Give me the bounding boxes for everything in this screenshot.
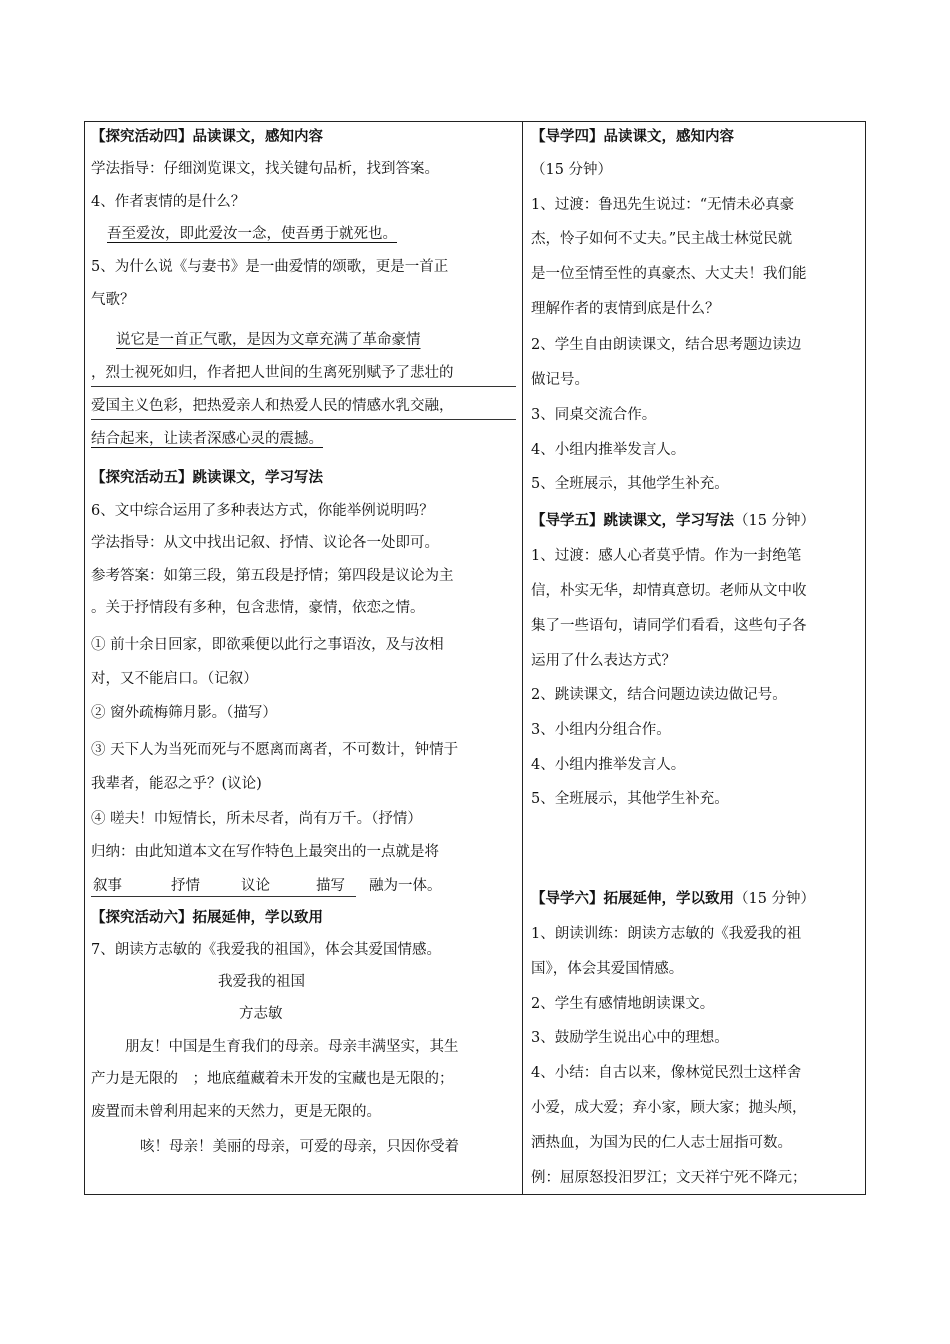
guide-5-item-5: 5、全班展示，其他学生补充。 — [531, 791, 729, 807]
poem-title: 我爱我的祖国 — [218, 974, 305, 990]
activity-6-heading: 【探究活动六】拓展延伸，学以致用 — [91, 909, 323, 926]
guide-6-item-4-line-3: 洒热血，为国为民的仁人志士屈指可数。 — [531, 1135, 792, 1151]
activity-4-heading: 【探究活动四】品读课文，感知内容 — [91, 128, 323, 145]
guide-4-time: （15 分钟） — [531, 162, 613, 178]
guide-5-item-1-line-2: 信，朴实无华，却情真意切。老师从文中收 — [531, 583, 807, 599]
guide-5-item-4: 4、小组内推举发言人。 — [531, 757, 686, 773]
guide-5-time: （15 分钟） — [734, 513, 816, 529]
activity-5-heading: 【探究活动五】跳读课文，学习写法 — [91, 469, 323, 486]
poem-line-4: 咳！母亲！美丽的母亲，可爱的母亲，只因你受着 — [140, 1139, 459, 1155]
guide-6-item-4-line-2: 小爱，成大爱；弃小家，顾大家；抛头颅， — [531, 1100, 807, 1116]
answer-5-line-1: 说它是一首正气歌，是因为文章充满了革命豪情 — [116, 332, 421, 348]
guide-4-item-1-line-2: 杰，怜子如何不丈夫。”民主战士林觉民就 — [531, 231, 793, 247]
guide-5-item-1-line-3: 集了一些语句，请同学们看看，这些句子各 — [531, 618, 807, 634]
guide-6-heading: 【导学六】拓展延伸，学以致用 — [531, 890, 734, 907]
guide-4-item-2-line-1: 2、学生自由朗读课文，结合思考题边读边 — [531, 337, 802, 353]
poem-line-1: 朋友！中国是生育我们的母亲。母亲丰满坚实，其生 — [125, 1039, 459, 1055]
guide-5-heading-row — [531, 511, 815, 531]
blank-narration: 叙事 — [93, 878, 122, 894]
guide-6-item-1-line-2: 国》，体会其爱国情感。 — [531, 961, 684, 977]
activity-4-guide: 学法指导：仔细浏览课文，找关键句品析，找到答案。 — [91, 161, 439, 177]
guide-6-time: （15 分钟） — [734, 891, 816, 907]
example-3-line-1: ③ 天下人为当死而死与不愿离而离者，不可数计，钟情于 — [91, 742, 459, 758]
guide-5-item-1-line-1: 1、过渡：感人心者莫乎情。作为一封绝笔 — [531, 548, 802, 564]
question-4: 4、作者衷情的是什么？ — [91, 194, 246, 210]
column-divider — [522, 122, 523, 1194]
guide-5-item-3: 3、小组内分组合作。 — [531, 722, 671, 738]
guide-4-item-5: 5、全班展示，其他学生补充。 — [531, 476, 729, 492]
summary-line-1: 归纳：由此知道本文在写作特色上最突出的一点就是将 — [91, 844, 439, 860]
guide-4-item-4: 4、小组内推举发言人。 — [531, 442, 686, 458]
guide-6-heading-row — [531, 889, 815, 909]
answer-5-line-3: 爱国主义色彩，把热爱亲人和热爱人民的情感水乳交融， — [91, 398, 454, 414]
answer-5-line-2: ，烈士视死如归，作者把人世间的生离死别赋予了悲壮的 — [91, 365, 454, 381]
poem-line-2: 产力是无限的 ；地底蕴藏着未开发的宝藏也是无限的； — [91, 1071, 454, 1087]
blank-description: 描写 — [316, 878, 345, 894]
example-1-line-1: ① 前十余日回家，即欲乘便以此行之事语汝，及与汝相 — [91, 637, 444, 653]
guide-6-item-2: 2、学生有感情地朗读课文。 — [531, 996, 715, 1012]
guide-4-item-2-line-2: 做记号。 — [531, 372, 589, 388]
guide-6-item-4-line-1: 4、小结：自古以来，像林觉民烈士这样舍 — [531, 1065, 802, 1081]
example-3-line-2: 我辈者，能忍之乎？(议论) — [91, 776, 262, 792]
answer-4: 吾至爱汝，即此爱汝一念，使吾勇于就死也。 — [107, 226, 397, 242]
blanks-underline — [91, 896, 356, 897]
guide-6-item-4-line-4: 例：屈原怒投汨罗江；文天祥宁死不降元； — [531, 1170, 807, 1186]
example-1-line-2: 对，又不能启口。（记叙） — [91, 671, 258, 687]
answer-5-underline-3 — [91, 419, 516, 420]
guide-4-item-1-line-3: 是一位至情至性的真豪杰、大丈夫！我们能 — [531, 266, 807, 282]
reference-answer-line-1: 参考答案：如第三段，第五段是抒情；第四段是议论为主 — [91, 568, 454, 584]
question-5-line-2: 气歌？ — [91, 292, 135, 308]
guide-4-item-3: 3、同桌交流合作。 — [531, 407, 657, 423]
guide-4-heading: 【导学四】品读课文，感知内容 — [531, 128, 734, 145]
guide-5-heading: 【导学五】跳读课文，学习写法 — [531, 512, 734, 529]
example-4: ④ 嗟夫！巾短情长，所未尽者，尚有万千。（抒情） — [91, 811, 422, 827]
guide-4-item-1-line-1: 1、过渡：鲁迅先生说过：“无情未必真豪 — [531, 197, 795, 213]
guide-6-item-3: 3、鼓励学生说出心中的理想。 — [531, 1030, 729, 1046]
answer-5-underline-2 — [91, 386, 516, 387]
reference-answer-line-2: 。关于抒情段有多种，包含悲情，豪情，依恋之情。 — [91, 600, 425, 616]
guide-6-item-1-line-1: 1、朗读训练：朗读方志敏的《我爱我的祖 — [531, 926, 802, 942]
activity-5-guide: 学法指导：从文中找出记叙、抒情、议论各一处即可。 — [91, 535, 439, 551]
example-2: ② 窗外疏梅筛月影。（描写） — [91, 705, 277, 721]
guide-5-item-1-line-4: 运用了什么表达方式？ — [531, 653, 676, 669]
lesson-plan-table — [84, 121, 866, 1195]
guide-4-item-1-line-4: 理解作者的衷情到底是什么？ — [531, 301, 720, 317]
poem-author: 方志敏 — [239, 1006, 283, 1022]
blank-lyricism: 抒情 — [171, 878, 200, 894]
question-5-line-1: 5、为什么说《与妻书》是一曲爱情的颂歌，更是一首正 — [91, 259, 449, 275]
blank-argument: 议论 — [241, 878, 270, 894]
question-6: 6、文中综合运用了多种表达方式，你能举例说明吗？ — [91, 503, 434, 519]
poem-line-3: 废置而未曾利用起来的天然力，更是无限的。 — [91, 1104, 381, 1120]
answer-5-line-4: 结合起来，让读者深感心灵的震撼。 — [91, 431, 323, 447]
guide-5-item-2: 2、跳读课文，结合问题边读边做记号。 — [531, 687, 787, 703]
question-7: 7、朗读方志敏的《我爱我的祖国》，体会其爱国情感。 — [91, 942, 441, 958]
summary-tail: 融为一体。 — [369, 878, 442, 894]
